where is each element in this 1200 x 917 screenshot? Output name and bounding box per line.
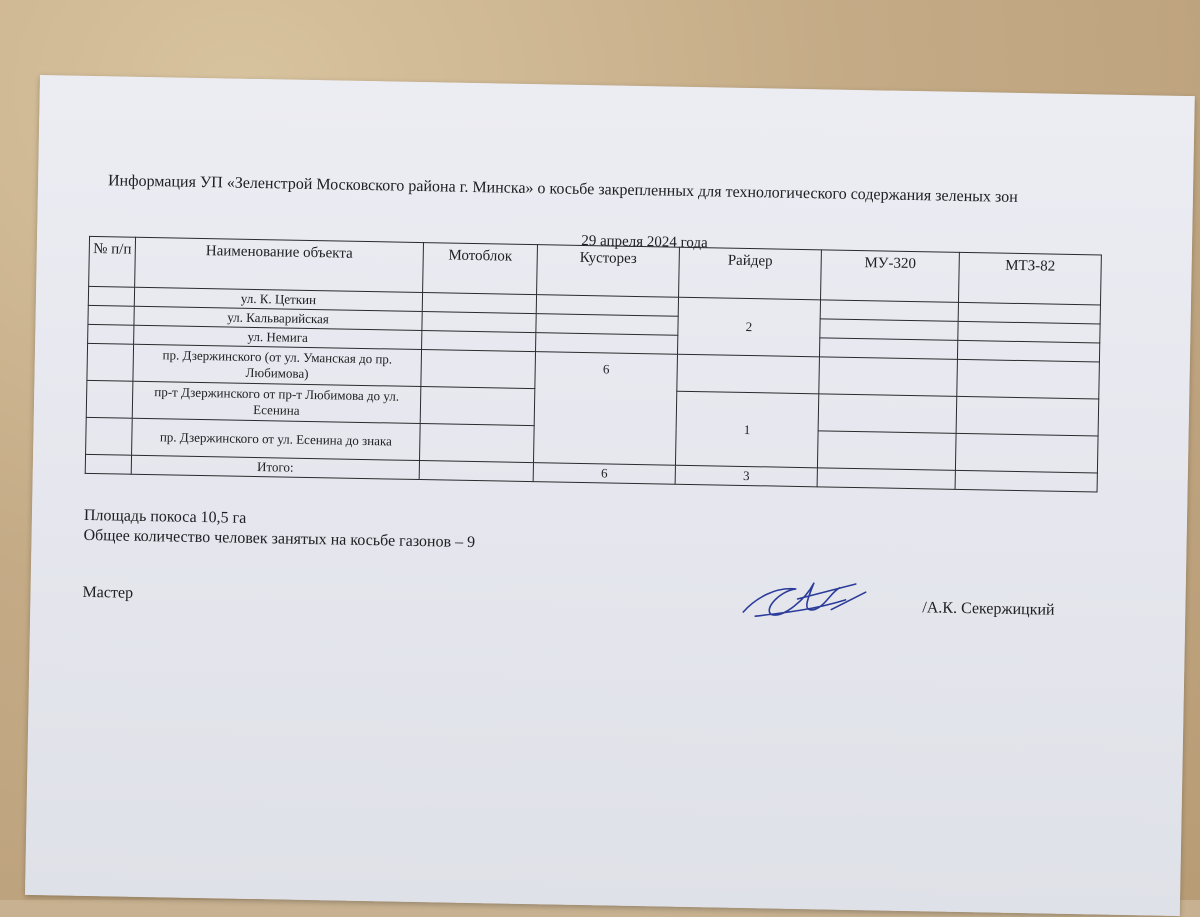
cell-motoblok xyxy=(421,350,536,389)
cell-rider xyxy=(677,354,820,394)
document-sheet xyxy=(25,75,1195,916)
people-count-text: Общее количество человек занятых на косьбе газонов – 9 xyxy=(83,526,476,552)
cell-mtz82 xyxy=(957,359,1100,399)
cell-number xyxy=(86,380,133,418)
cell-kustorez xyxy=(536,314,678,336)
column-header-mu320: МУ-320 xyxy=(821,250,960,303)
document-date: 29 апреля 2024 года xyxy=(581,232,708,252)
cell-mtz82 xyxy=(955,433,1098,473)
cell-mu320 xyxy=(819,357,958,397)
cell-mtz82 xyxy=(958,321,1100,343)
cell-total-label: Итого: xyxy=(131,455,419,479)
cell-motoblok xyxy=(420,387,535,426)
cell-mtz82 xyxy=(957,340,1099,362)
column-header-rider: Райдер xyxy=(679,247,822,300)
cell-rider-group1: 2 xyxy=(677,297,820,357)
cell-kustorez xyxy=(536,333,678,355)
cell-mu320 xyxy=(818,394,957,434)
column-header-object: Наименование объекта xyxy=(135,237,424,292)
cell-motoblok xyxy=(419,424,534,463)
cell-object: ул. К. Цеткин xyxy=(134,287,422,311)
cell-total-kustorez: 6 xyxy=(533,463,675,485)
cell-mu320 xyxy=(819,338,957,360)
column-header-kustorez: Кусторез xyxy=(537,245,680,298)
column-header-motoblok: Мотоблок xyxy=(423,243,538,295)
cell-kustorez-group: 6 xyxy=(533,352,677,466)
cell-number xyxy=(87,343,134,381)
cell-number xyxy=(86,417,133,455)
cell-object: ул. Немига xyxy=(134,325,422,349)
cell-motoblok xyxy=(419,461,533,482)
cell-motoblok xyxy=(422,312,536,333)
cell-number xyxy=(85,454,131,474)
cell-motoblok xyxy=(422,293,536,314)
cell-number xyxy=(88,286,134,306)
cell-rider-group2: 1 xyxy=(675,391,818,468)
column-header-mtz82: МТЗ-82 xyxy=(958,252,1101,305)
cell-motoblok xyxy=(422,331,536,352)
cell-mu320 xyxy=(820,319,958,341)
cell-object: ул. Кальварийская xyxy=(134,306,422,330)
cell-number xyxy=(88,324,134,344)
column-header-number: № п/п xyxy=(89,236,136,287)
mowing-area-text: Площадь покоса 10,5 га xyxy=(83,506,247,527)
signer-name: /А.К. Секержицкий xyxy=(922,599,1055,619)
cell-mu320 xyxy=(817,431,956,471)
cell-mu320 xyxy=(817,468,955,490)
cell-mu320 xyxy=(820,300,958,322)
cell-mtz82 xyxy=(958,302,1100,324)
cell-mtz82 xyxy=(956,396,1099,436)
cell-object: пр. Дзержинского (от ул. Уманская до пр. Любимова) xyxy=(133,344,422,386)
cell-total-rider: 3 xyxy=(675,465,817,487)
cell-number xyxy=(88,305,134,325)
cell-mtz82 xyxy=(955,470,1097,492)
cell-kustorez xyxy=(536,295,678,317)
mowing-table xyxy=(85,236,1102,493)
document-title: Информация УП «Зеленстрой Московского района г. Минска» о косьбе закрепленных для технологического содержания зеленых зон xyxy=(107,172,1018,206)
cell-object: пр. Дзержинского от ул. Есенина до знака xyxy=(132,418,421,460)
cell-object: пр-т Дзержинского от пр-т Любимова до ул. Есенина xyxy=(132,381,421,423)
handwritten-signature xyxy=(735,568,871,630)
master-label: Мастер xyxy=(82,583,134,602)
